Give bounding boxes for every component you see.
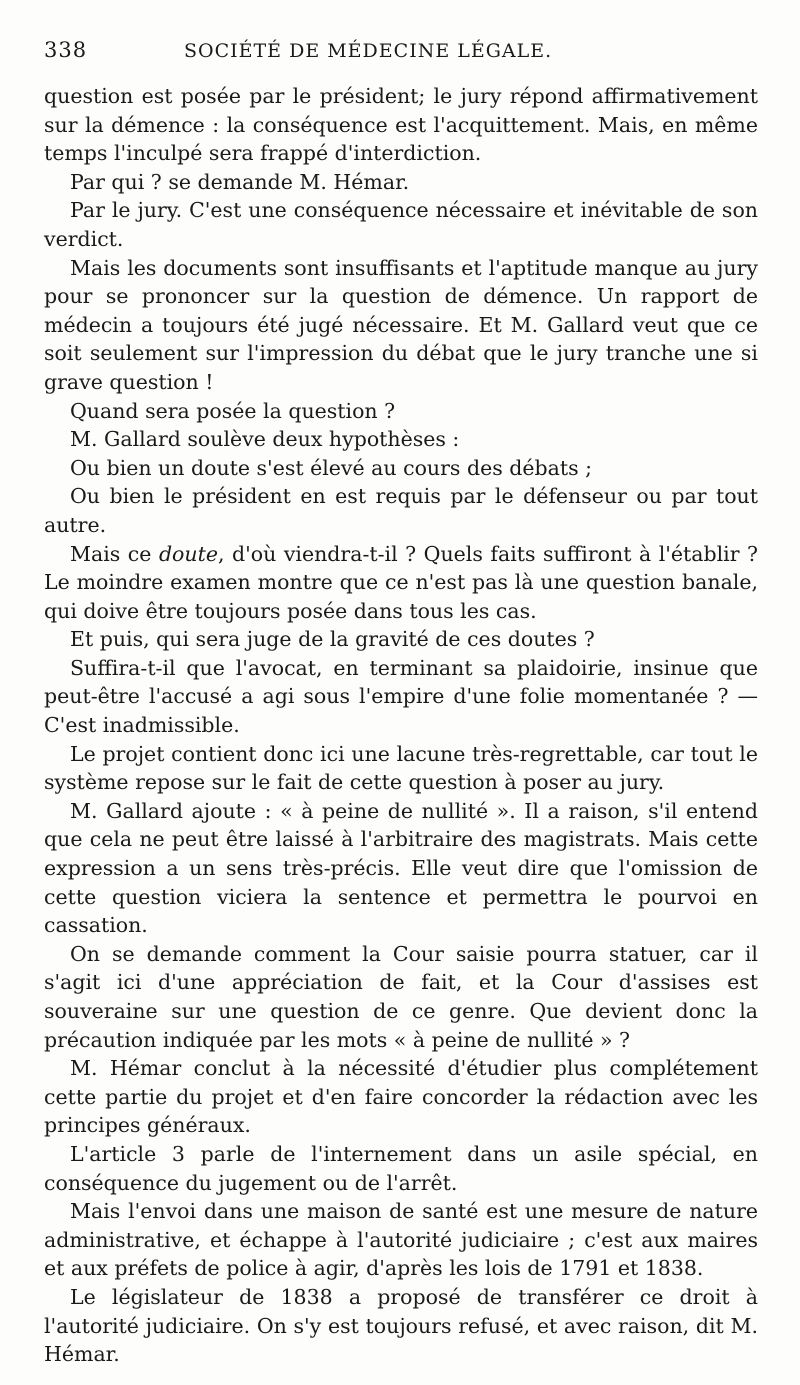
paragraph: M. Gallard soulève deux hypothèses : — [70, 427, 460, 452]
page-body — [44, 82, 758, 1369]
paragraph: Ou bien le président en est requis par le défenseur ou par tout autre. — [44, 484, 758, 537]
page-header — [44, 38, 758, 82]
paragraph: M. Gallard ajoute : « à peine de nullité ». Il a raison, s'il entend que cela ne peut être laissé à l'arbitraire des magistrats. Mais cette expression a un sens très-précis. Elle veut dire que l'omission de cette question viciera la sentence et permettra le pourvoi en cassation. — [44, 798, 758, 938]
page-number: 338 — [44, 38, 88, 62]
paragraph: L'article 3 parle de l'internement dans un asile spécial, en conséquence du jugement ou de l'arrêt. — [44, 1141, 758, 1195]
paragraph: Ou bien un doute s'est élevé au cours des débats ; — [70, 455, 593, 480]
paragraph: Le législateur de 1838 a proposé de transférer ce droit à l'autorité judiciaire. On s'y est toujours refusé, et avec raison, dit M. Hémar. — [44, 1284, 758, 1367]
paragraph: Le projet contient donc ici une lacune très-regrettable, car tout le système repose sur le fait de cette question à poser au jury. — [44, 741, 758, 795]
paragraph: Mais l'envoi dans une maison de santé est une mesure de nature administrative, et échappe à l'autorité judiciaire ; c'est aux maires et aux préfets de police à agir, d'après les lois de 1791 et 1838. — [44, 1199, 758, 1281]
running-title: SOCIÉTÉ DE MÉDECINE LÉGALE. — [184, 40, 553, 62]
paragraph: Quand sera posée la question ? — [70, 398, 396, 423]
paragraph — [44, 540, 758, 626]
paragraph: Et puis, qui sera juge de la gravité de ces doutes ? — [70, 627, 595, 652]
paragraph: Mais les documents sont insuffisants et l'aptitude manque au jury pour se prononcer sur la question de démence. Un rapport de médecin a toujours été jugé nécessaire. Et M. Gallard veut que ce soit seulement sur l'impression du débat que le jury tranche une si grave question ! — [44, 255, 758, 394]
text-run: , d'où viendra-t-il ? Quels faits suffiront à l'établir ? Le moindre examen montre que ce n'est pas là une question banale, qui doive être toujours posée dans tous les cas. — [44, 541, 759, 623]
paragraph: question est posée par le président; le jury répond affirmativement sur la démence : la conséquence est l'acquittement. Mais, en même temps l'inculpé sera frappé d'interdiction. — [44, 84, 758, 166]
paragraph: On se demande comment la Cour saisie pourra statuer, car il s'agit ici d'une appréciation de fait, et la Cour d'assises est souveraine sur une question de ce genre. Que devient donc la précaution indiquée par les mots « à peine de nullité » ? — [44, 941, 758, 1052]
paragraph: Par le jury. C'est une conséquence nécessaire et inévitable de son verdict. — [44, 198, 758, 251]
text-run: Mais ce — [70, 541, 159, 566]
paragraph: M. Hémar conclut à la nécessité d'étudier plus complétement cette partie du projet et d'en faire concorder la rédaction avec les principes généraux. — [44, 1056, 758, 1138]
emphasis-text: doute — [158, 541, 218, 566]
paragraph: Suffira-t-il que l'avocat, en terminant sa plaidoirie, insinue que peut-être l'accusé a agi sous l'empire d'une folie momentanée ? — C'est inadmissible. — [44, 655, 758, 738]
paragraph: Par qui ? se demande M. Hémar. — [70, 169, 410, 194]
